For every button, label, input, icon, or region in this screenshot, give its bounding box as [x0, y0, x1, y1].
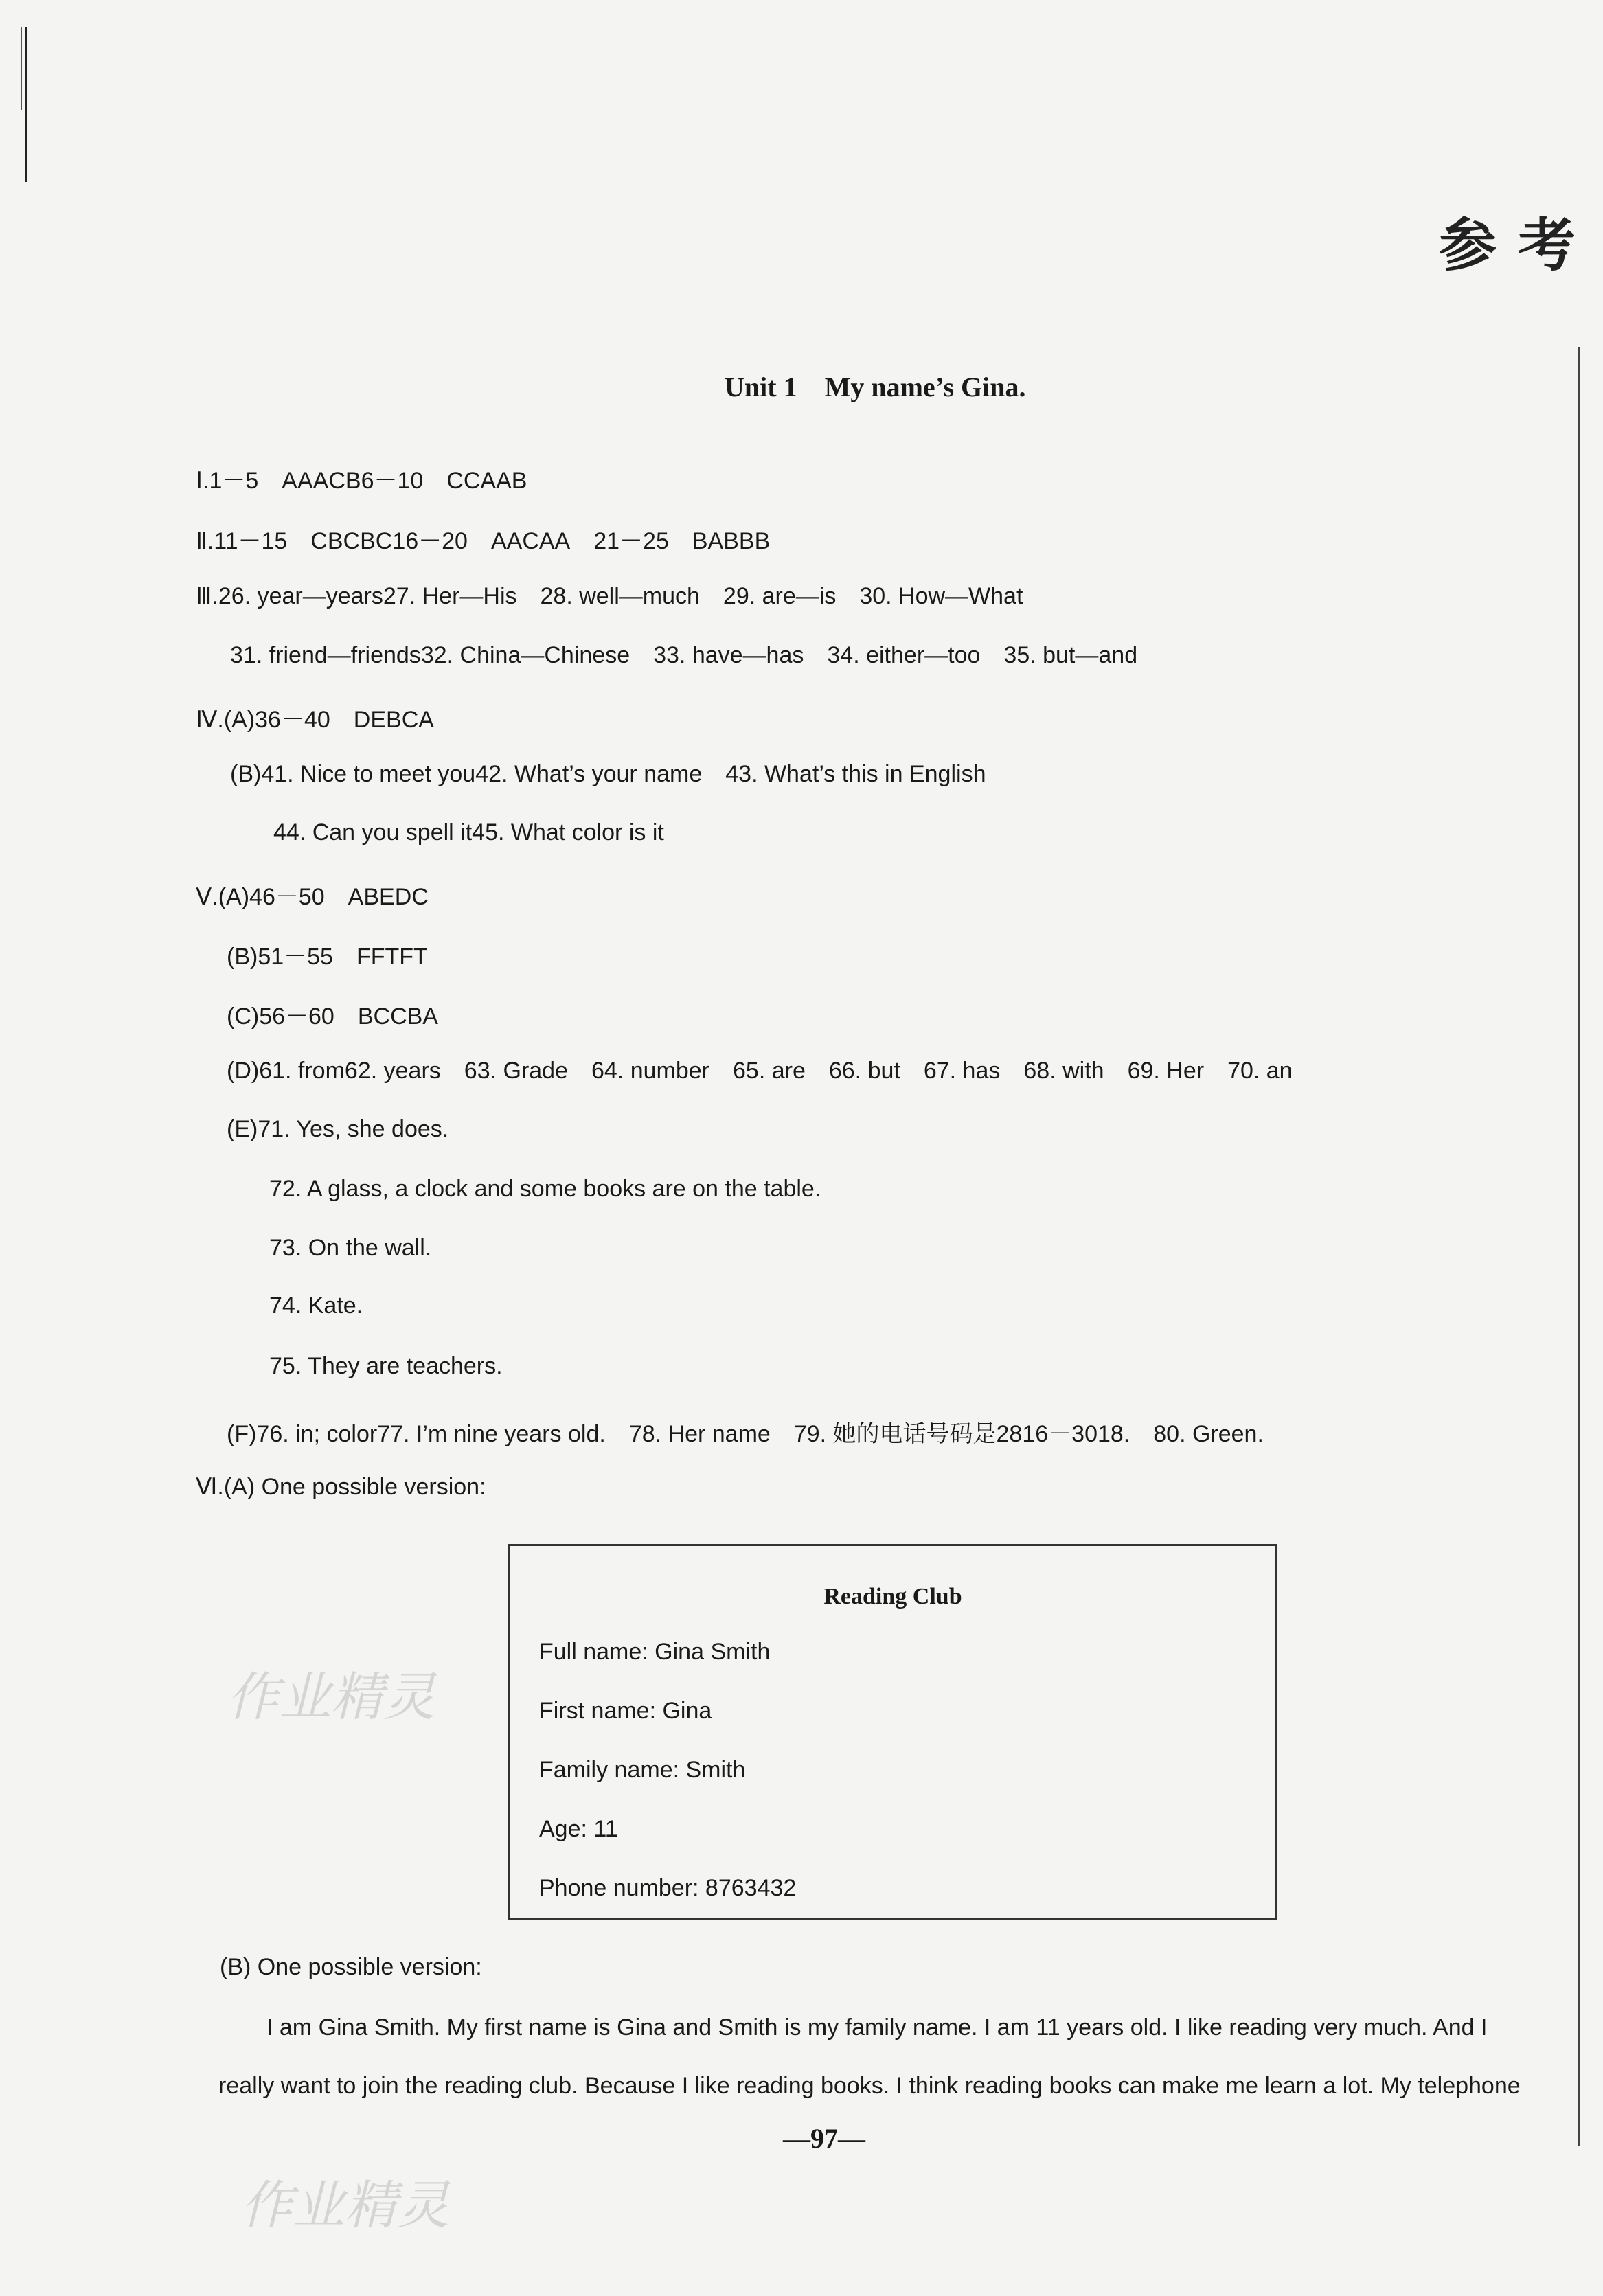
header-char-1: 参 — [1439, 211, 1497, 279]
answer-seg: 11－15 CBCBC — [214, 528, 393, 554]
answer-seg: 30. How—What — [859, 583, 1023, 609]
section-label: Ⅵ. — [196, 1474, 224, 1500]
scan-edge-mark — [25, 27, 27, 182]
answer-seg: 80. Green. — [1153, 1421, 1264, 1447]
section-5-f — [227, 1415, 1264, 1448]
answer-seg: 68. with — [1023, 1058, 1104, 1084]
answer-seg: 43. What’s this in English — [725, 761, 986, 787]
watermark-bottom: 作业精灵 — [240, 2174, 449, 2236]
unit-title — [725, 371, 1026, 403]
scan-edge-mark-secondary — [21, 27, 22, 110]
section-4-a — [196, 701, 434, 734]
answer-seg: 6－10 CCAAB — [361, 468, 527, 494]
section-5-d — [227, 1058, 1293, 1084]
answer-seg: (F)76. in; color — [227, 1421, 378, 1447]
answer-seg: 16－20 AACAA — [392, 528, 571, 554]
page-number: —97— — [783, 2123, 865, 2154]
answer-seg: 31. friend—friends — [230, 642, 421, 668]
answer-seg: 66. but — [828, 1058, 900, 1084]
unit-label: Unit 1 — [725, 372, 797, 402]
section-5-e-73: 73. On the wall. — [269, 1235, 432, 1261]
answer-seg: (D)61. from — [227, 1058, 345, 1084]
answer-seg: 45. What color is it — [472, 819, 664, 845]
answer-seg: 1－5 AAACB — [209, 468, 361, 494]
answer-seg: (A)46－50 ABEDC — [218, 884, 429, 910]
essay-line-2: really want to join the reading club. Because I like reading books. I think reading books can make me learn a lot. My telephone — [218, 2073, 1521, 2099]
answer-seg: 27. Her—His — [383, 583, 517, 609]
answer-seg: 21－25 BABBB — [593, 528, 771, 554]
answer-seg: 67. has — [923, 1058, 1001, 1084]
section-5-a — [196, 878, 429, 911]
field-family-name: Family name: Smith — [539, 1757, 746, 1783]
answer-seg: 62. years — [344, 1058, 441, 1084]
section-1 — [196, 462, 527, 495]
answer-seg: 28. well—much — [540, 583, 700, 609]
answer-seg: 34. either—too — [827, 642, 981, 668]
answer-seg: (B)41. Nice to meet you — [230, 761, 476, 787]
section-6-b: (B) One possible version: — [220, 1954, 482, 1980]
section-label: Ⅴ. — [196, 884, 218, 910]
section-label: Ⅳ. — [196, 707, 224, 733]
answer-seg: 35. but—and — [1003, 642, 1138, 668]
reading-club-card — [508, 1544, 1277, 1920]
section-label: Ⅰ. — [196, 468, 209, 494]
section-5-e-71: (E)71. Yes, she does. — [227, 1116, 449, 1142]
section-label: Ⅲ. — [196, 583, 218, 609]
section-2 — [196, 522, 770, 556]
answer-seg: 69. Her — [1127, 1058, 1205, 1084]
answer-seg: 63. Grade — [464, 1058, 568, 1084]
field-phone-number: Phone number: 8763432 — [539, 1875, 797, 1901]
section-3-row-2 — [230, 642, 1137, 669]
answer-seg: 33. have—has — [653, 642, 804, 668]
field-full-name: Full name: Gina Smith — [539, 1639, 771, 1665]
answer-seg: 70. an — [1227, 1058, 1293, 1084]
answer-seg: 26. year—years — [218, 583, 383, 609]
section-label: Ⅱ. — [196, 528, 214, 554]
answer-seg: 65. are — [733, 1058, 806, 1084]
unit-name: My name’s Gina. — [824, 372, 1026, 402]
section-4-b-row-1 — [230, 761, 986, 788]
answer-seg: 79. 她的电话号码是2816－3018. — [793, 1421, 1130, 1447]
section-5-e-75: 75. They are teachers. — [269, 1353, 503, 1379]
section-6-a — [196, 1473, 486, 1501]
answer-seg: 44. Can you spell it — [273, 819, 473, 845]
reading-club-title: Reading Club — [823, 1584, 962, 1609]
answer-seg: 78. Her name — [628, 1421, 771, 1447]
section-3-row-1 — [196, 582, 1023, 610]
right-margin-rule — [1578, 347, 1580, 2146]
section-5-b: (B)51－55 FFTFT — [227, 944, 428, 970]
answer-seg: (A)36－40 DEBCA — [223, 707, 434, 733]
header-char-2: 考 — [1518, 211, 1576, 279]
field-age: Age: 11 — [539, 1816, 618, 1842]
section-5-e-74: 74. Kate. — [269, 1293, 363, 1319]
field-first-name: First name: Gina — [539, 1698, 712, 1724]
section-5-c: (C)56－60 BCCBA — [227, 1003, 438, 1030]
watermark: 作业精灵 — [227, 1666, 435, 1727]
answer-seg: 42. What’s your name — [475, 761, 703, 787]
answer-seg: 29. are—is — [723, 583, 837, 609]
section-4-b-row-2 — [273, 819, 664, 846]
answer-seg: 64. number — [591, 1058, 709, 1084]
answer-seg: 77. I’m nine years old. — [377, 1421, 606, 1447]
section-5-e-72: 72. A glass, a clock and some books are on the table. — [269, 1176, 821, 1202]
answer-seg: 32. China—Chinese — [420, 642, 630, 668]
essay-line-1: I am Gina Smith. My first name is Gina and Smith is my family name. I am 11 years old. I like reading very much. And I — [266, 2014, 1488, 2041]
answer-seg: (A) One possible version: — [223, 1474, 486, 1500]
